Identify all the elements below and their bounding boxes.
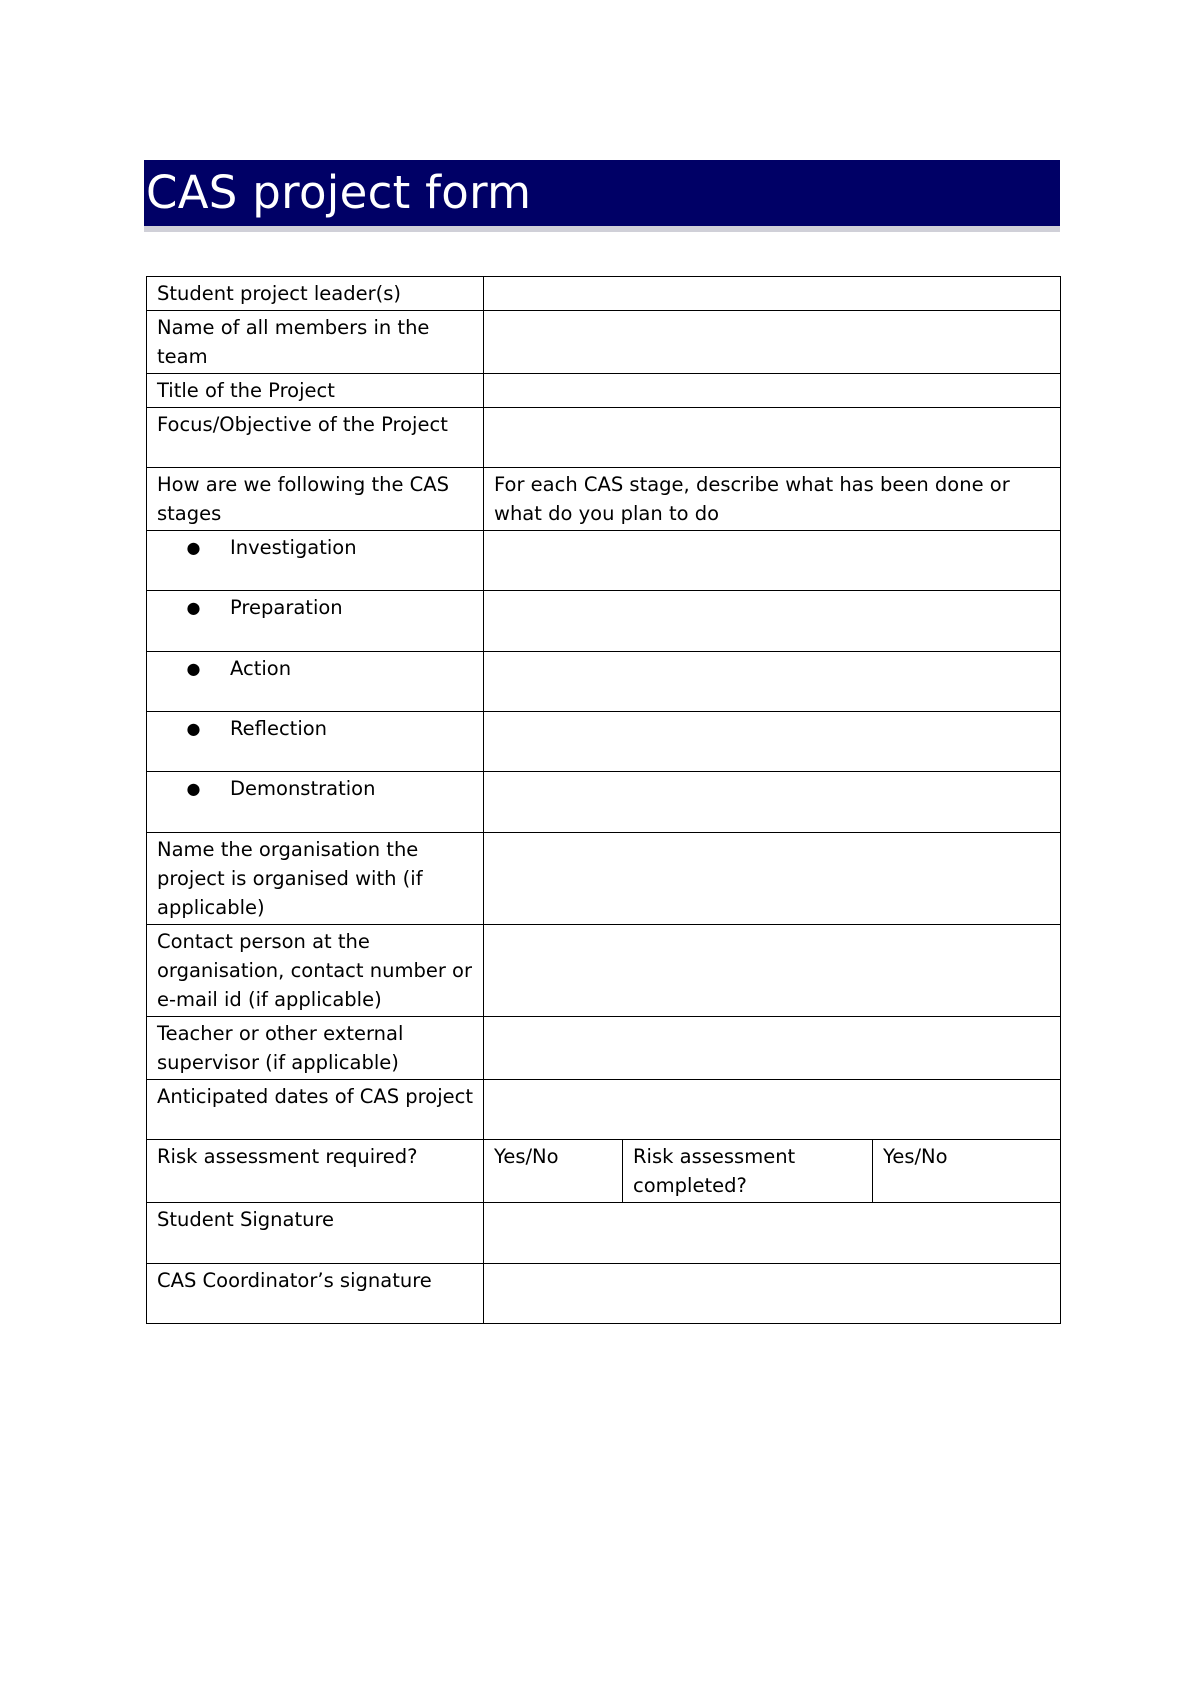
bullet-icon: ● [186, 659, 201, 678]
table-row [147, 772, 1061, 833]
stage-reflection-field[interactable] [484, 712, 1061, 772]
anticipated-dates-field[interactable] [484, 1080, 1061, 1140]
student-signature-label: Student Signature [147, 1203, 484, 1264]
student-project-leaders-label: Student project leader(s) [147, 277, 484, 311]
stage-action-label: ● Action [147, 652, 484, 712]
team-members-label: Name of all members in the team [147, 311, 484, 374]
bullet-icon: ● [186, 598, 201, 617]
student-project-leaders-field[interactable] [484, 277, 1061, 311]
supervisor-field[interactable] [484, 1017, 1061, 1080]
organisation-label: Name the organisation the project is organised with (if applicable) [147, 833, 484, 925]
team-members-field[interactable] [484, 311, 1061, 374]
table-row [147, 277, 1061, 311]
risk-completed-field[interactable]: Yes/No [873, 1140, 1061, 1203]
contact-person-label: Contact person at the organisation, contact number or e-mail id (if applicable) [147, 925, 484, 1017]
cas-stages-label: How are we following the CAS stages [147, 468, 484, 531]
bullet-icon: ● [186, 779, 201, 798]
table-row [147, 531, 1061, 591]
table-row [147, 1140, 1061, 1203]
title-banner [144, 160, 1060, 232]
table-row [147, 712, 1061, 772]
focus-objective-label: Focus/Objective of the Project [147, 408, 484, 468]
table-row [147, 591, 1061, 652]
risk-required-label: Risk assessment required? [147, 1140, 484, 1203]
project-title-label: Title of the Project [147, 374, 484, 408]
supervisor-label: Teacher or other external supervisor (if applicable) [147, 1017, 484, 1080]
table-row [147, 833, 1061, 925]
table-row [147, 1080, 1061, 1140]
coordinator-signature-field[interactable] [484, 1264, 1061, 1324]
stage-action-field[interactable] [484, 652, 1061, 712]
table-row [147, 925, 1061, 1017]
stage-preparation-label: ● Preparation [147, 591, 484, 652]
project-title-field[interactable] [484, 374, 1061, 408]
table-row [147, 408, 1061, 468]
table-row [147, 374, 1061, 408]
bullet-icon: ● [186, 719, 201, 738]
focus-objective-field[interactable] [484, 408, 1061, 468]
cas-stages-instruction: For each CAS stage, describe what has been done or what do you plan to do [484, 468, 1061, 531]
table-row [147, 1264, 1061, 1324]
stage-investigation-label: ● Investigation [147, 531, 484, 591]
student-signature-field[interactable] [484, 1203, 1061, 1264]
stage-preparation-field[interactable] [484, 591, 1061, 652]
organisation-field[interactable] [484, 833, 1061, 925]
contact-person-field[interactable] [484, 925, 1061, 1017]
stage-reflection-label: ● Reflection [147, 712, 484, 772]
stage-demonstration-field[interactable] [484, 772, 1061, 833]
stage-demonstration-label: ● Demonstration [147, 772, 484, 833]
table-row [147, 1203, 1061, 1264]
bullet-icon: ● [186, 538, 201, 557]
risk-required-field[interactable]: Yes/No [484, 1140, 623, 1203]
table-row [147, 652, 1061, 712]
table-row [147, 311, 1061, 374]
coordinator-signature-label: CAS Coordinator’s signature [147, 1264, 484, 1324]
risk-completed-label: Risk assessment completed? [623, 1140, 873, 1203]
cas-project-form-table [146, 276, 1061, 1324]
anticipated-dates-label: Anticipated dates of CAS project [147, 1080, 484, 1140]
table-row [147, 468, 1061, 531]
page-title: CAS project form [146, 166, 532, 219]
table-row [147, 1017, 1061, 1080]
stage-investigation-field[interactable] [484, 531, 1061, 591]
